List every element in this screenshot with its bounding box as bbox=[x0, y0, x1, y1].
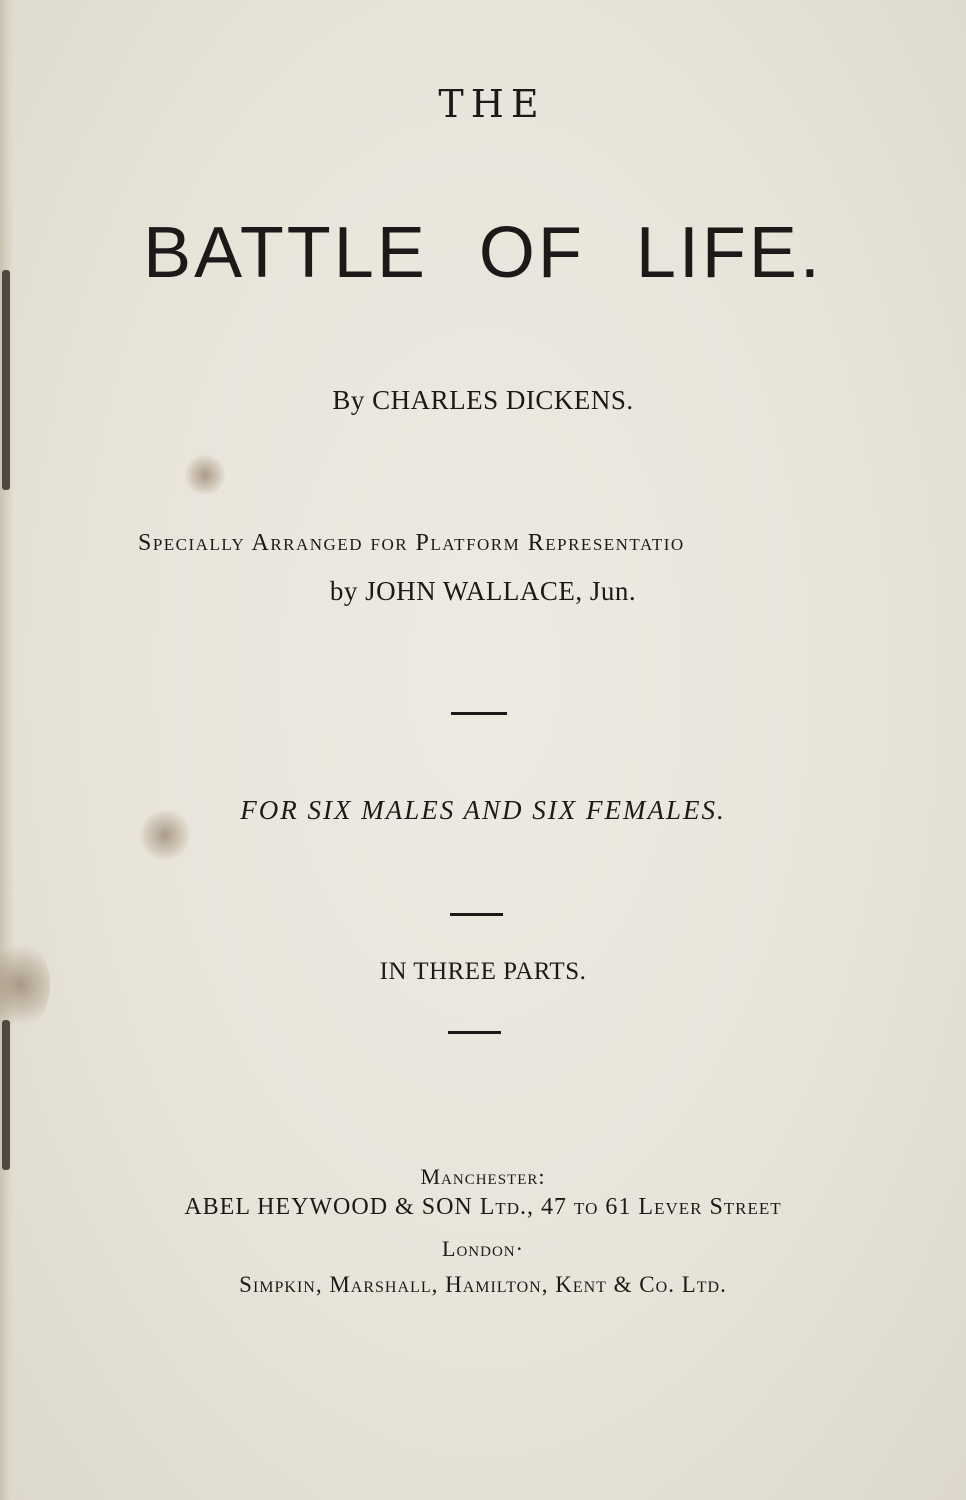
binding-thread bbox=[2, 1020, 10, 1170]
divider-rule bbox=[448, 1031, 501, 1034]
binding-thread bbox=[2, 270, 10, 490]
foxing-spot bbox=[185, 455, 225, 495]
title-the: THE bbox=[438, 82, 546, 126]
parts-note: IN THREE PARTS. bbox=[379, 958, 587, 985]
publisher-city-london: London· bbox=[442, 1236, 524, 1261]
arranger-byline: by JOHN WALLACE, Jun. bbox=[329, 576, 637, 606]
publisher-heywood: ABEL HEYWOOD & SON Ltd., 47 to 61 Lever Street bbox=[184, 1194, 782, 1220]
divider-rule bbox=[450, 913, 503, 916]
author-byline: By CHARLES DICKENS. bbox=[332, 385, 634, 415]
book-title: BATTLE OF LIFE. bbox=[143, 213, 823, 293]
publisher-city-manchester: Manchester: bbox=[420, 1164, 546, 1189]
divider-rule bbox=[451, 712, 507, 715]
arrangement-note: Specially Arranged for Platform Representatio bbox=[138, 530, 685, 556]
cast-note: FOR SIX MALES AND SIX FEMALES. bbox=[240, 795, 726, 825]
publisher-simpkin: Simpkin, Marshall, Hamilton, Kent & Co. Ltd. bbox=[239, 1272, 727, 1297]
